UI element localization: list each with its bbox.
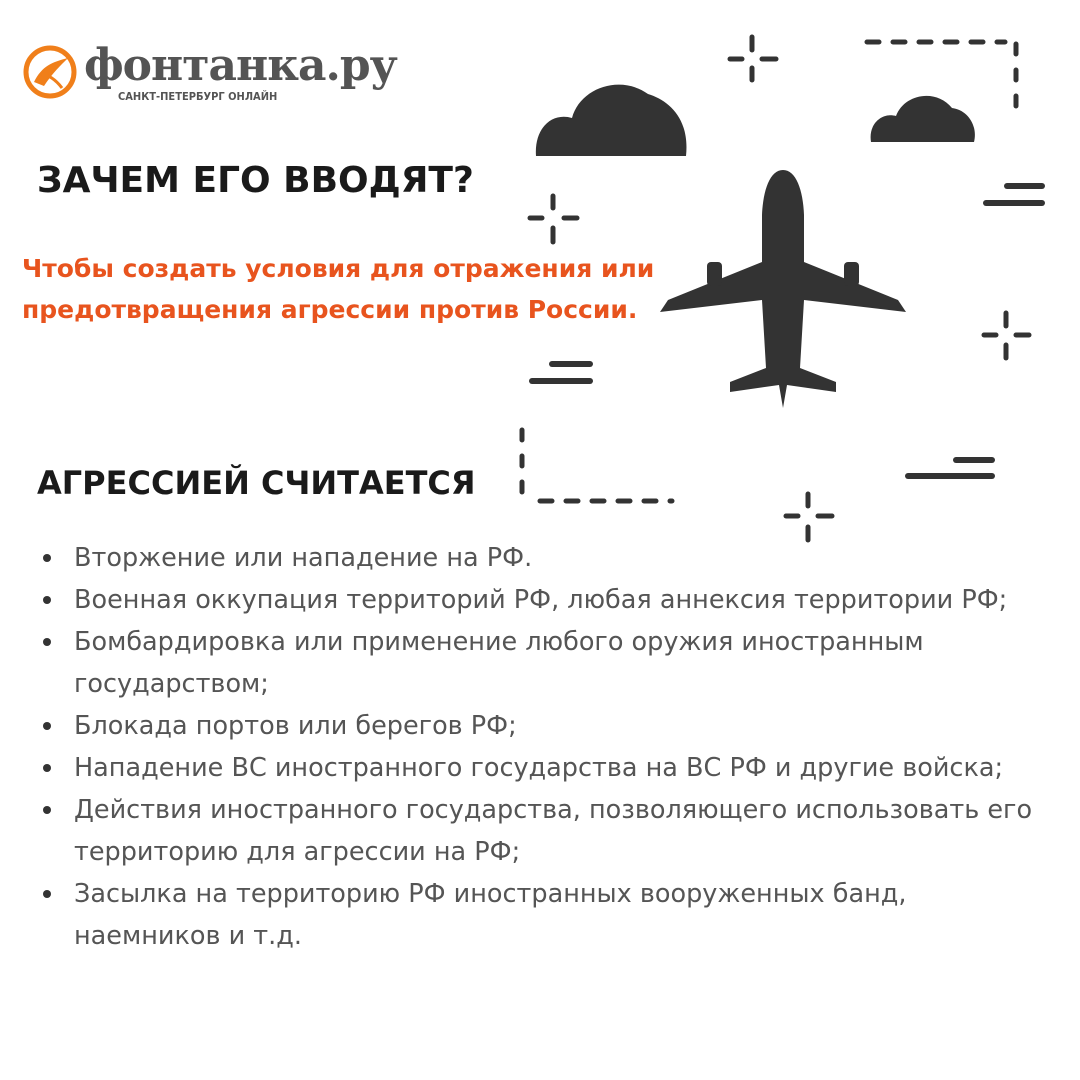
- why-heading: ЗАЧЕМ ЕГО ВВОДЯТ?: [37, 160, 474, 201]
- list-item-text: Бомбардировка или применение любого оружия иностранным государством;: [74, 627, 924, 699]
- cloud-icon: [871, 96, 975, 142]
- bullet-icon: [43, 806, 51, 814]
- logo-name: фонтанка.ру: [84, 40, 397, 91]
- site-logo[interactable]: [22, 40, 397, 110]
- list-item: [40, 747, 1050, 789]
- sparkle-icon: [786, 494, 832, 540]
- bullet-icon: [43, 554, 51, 562]
- sparkle-icon: [730, 37, 776, 80]
- fontanka-ring-logo-icon: [22, 44, 78, 100]
- speed-lines-icon: [908, 460, 992, 476]
- list-item-text: Вторжение или нападение на РФ.: [74, 543, 533, 573]
- bullet-icon: [43, 722, 51, 730]
- list-item: [40, 789, 1050, 873]
- aggression-list: [40, 537, 1050, 957]
- list-item: [40, 579, 1050, 621]
- list-item: [40, 621, 1050, 705]
- speed-lines-icon: [532, 364, 590, 381]
- list-item: [40, 705, 1050, 747]
- logo-tagline: САНКТ-ПЕТЕРБУРГ ОНЛАЙН: [118, 90, 278, 103]
- list-item-text: Действия иностранного государства, позволяющего использовать его территорию для агрессии на РФ;: [74, 795, 1033, 867]
- bullet-icon: [43, 764, 51, 772]
- sparkle-icon: [530, 196, 577, 242]
- list-item-text: Военная оккупация территорий РФ, любая аннексия территории РФ;: [74, 585, 1008, 615]
- why-answer: Чтобы создать условия для отражения или предотвращения агрессии против России.: [22, 254, 655, 324]
- bullet-icon: [43, 638, 51, 646]
- list-item: [40, 873, 1050, 957]
- cloud-icon: [536, 85, 687, 156]
- list-item-text: Блокада портов или берегов РФ;: [74, 711, 517, 741]
- speed-lines-icon: [986, 186, 1042, 203]
- bullet-icon: [43, 596, 51, 604]
- list-item-text: Засылка на территорию РФ иностранных вооруженных банд, наемников и т.д.: [74, 879, 907, 951]
- dashed-route-icon: [522, 430, 672, 501]
- aggression-heading: АГРЕССИЕЙ СЧИТАЕТСЯ: [37, 464, 476, 502]
- sparkle-icon: [984, 313, 1029, 358]
- bullet-icon: [43, 890, 51, 898]
- airplane-icon: [660, 170, 906, 408]
- airplane-illustration: [510, 25, 1070, 555]
- list-item-text: Нападение ВС иностранного государства на ВС РФ и другие войска;: [74, 753, 1004, 783]
